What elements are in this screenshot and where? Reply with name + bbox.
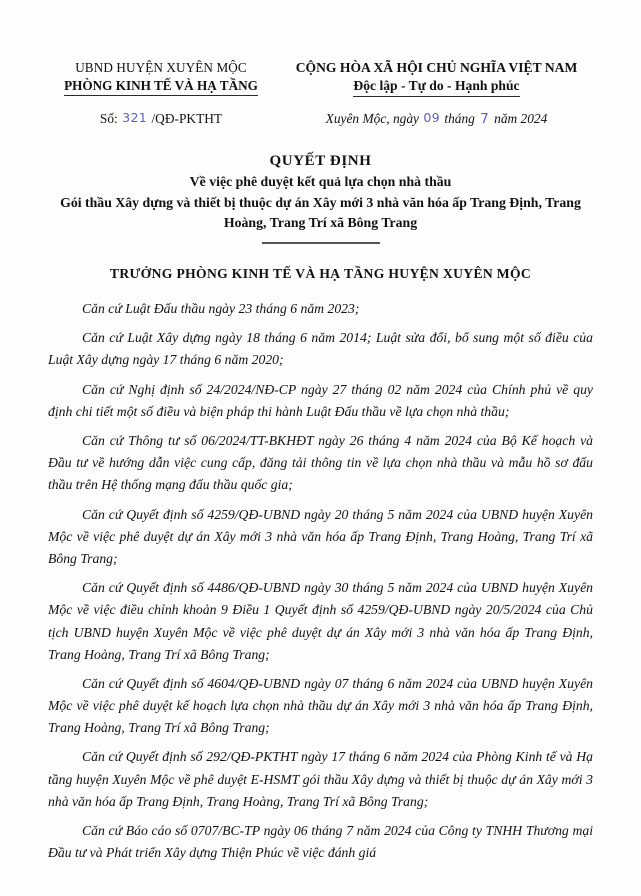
date-month-handwritten-value: 7: [480, 111, 489, 127]
legal-basis-clause: Căn cứ Quyết định số 292/QĐ-PKTHT ngày 17 tháng 6 năm 2024 của Phòng Kinh tế và Hạ tầng huyện Xuyên Mộc về phê duyệt E-HSMT gói thầu Xây dựng và thiết bị thuộc dự án Xây mới 3 nhà văn hóa ấp Trang Định, Trang Hoàng, Trang Trí xã Bông Trang;: [48, 749, 593, 809]
issuing-officer-heading: TRƯỞNG PHÒNG KINH TẾ VÀ HẠ TẦNG HUYỆN XUYÊN MỘC: [109, 266, 532, 282]
document-number-handwritten-value: 321: [122, 110, 148, 126]
date-month-prefix: tháng: [444, 110, 475, 126]
legal-basis-clause: Căn cứ Quyết định số 4604/QĐ-UBND ngày 07 tháng 6 năm 2024 của UBND huyện Xuyên Mộc về việc phê duyệt kế hoạch lựa chọn nhà thầu dự án Xây mới 3 nhà văn hóa ấp Trang Định, Trang Hoàng, Trang Trí xã Bông Trang;: [48, 675, 593, 736]
document-number-prefix: Số:: [99, 110, 118, 126]
national-motto-label: Độc lập - Tự do - Hạnh phúc: [353, 78, 519, 97]
document-subtitle: Về việc phê duyệt kết quả lựa chọn nhà thầu: [189, 174, 452, 190]
agency-name-label: PHÒNG KINH TẾ VÀ HẠ TẦNG: [64, 78, 258, 97]
legal-basis-clause: Căn cứ Quyết định số 4259/QĐ-UBND ngày 20 tháng 5 năm 2024 của UBND huyện Xuyên Mộc về việc phê duyệt dự án Xây mới 3 nhà văn hóa ấp Trang Định, Trang Hoàng, Trang Trí xã Bông Trang;: [48, 506, 593, 566]
date-day-handwritten-value: 09: [423, 110, 440, 126]
date-year-label: năm 2024: [494, 110, 548, 126]
legal-basis-clause: Căn cứ Quyết định số 4486/QĐ-UBND ngày 30 tháng 5 năm 2024 của UBND huyện Xuyên Mộc về việc điều chỉnh khoản 9 Điều 1 Quyết định số 4259/QĐ-UBND ngày 20/5/2024 của Chủ tịch UBND huyện Xuyên Mộc về việc phê duyệt dự án Xây mới 3 nhà văn hóa ấp Trang Định, Trang Hoàng, Trang Trí xã Bông Trang;: [48, 580, 593, 662]
national-title-label: CỘNG HÒA XÃ HỘI CHỦ NGHĨA VIỆT NAM: [295, 60, 578, 75]
legal-basis-clause: Căn cứ Luật Xây dựng ngày 18 tháng 6 năm 2014; Luật sửa đổi, bổ sung một số điều của Luật Xây dựng ngày 17 tháng 6 năm 2020;: [48, 330, 593, 368]
national-heading-block: [277, 60, 596, 97]
document-number-suffix: /QĐ-PKTHT: [151, 110, 223, 126]
document-meta-row: [0, 97, 641, 127]
place-and-date: [277, 111, 596, 127]
legal-basis-clause: Căn cứ Thông tư số 06/2024/TT-BKHĐT ngày 26 tháng 4 năm 2024 của Bộ Kế hoạch và Đầu tư về hướng dẫn việc cung cấp, đăng tải thông tin về lựa chọn nhà thầu và mẫu hồ sơ đấu thầu trên Hệ thống mạng đấu thầu quốc gia;: [48, 433, 593, 493]
legal-basis-clause: Căn cứ Báo cáo số 0707/BC-TP ngày 06 tháng 7 năm 2024 của Công ty TNHH Thương mại Đầu tư và Phát triển Xây dựng Thiện Phúc về việc đánh giá: [48, 823, 593, 861]
title-divider-rule: [262, 242, 380, 244]
legal-basis-clause: Căn cứ Luật Đấu thầu ngày 23 tháng 6 năm 2023;: [82, 301, 360, 317]
title-block: [0, 152, 641, 244]
document-package-title: Gói thầu Xây dựng và thiết bị thuộc dự án Xây mới 3 nhà văn hóa ấp Trang Định, Trang Hoàng, Trang Trí xã Bông Trang: [60, 195, 581, 231]
legal-basis-clause: Căn cứ Nghị định số 24/2024/NĐ-CP ngày 27 tháng 02 năm 2024 của Chính phủ về quy định chi tiết một số điều và biện pháp thi hành Luật Đấu thầu về lựa chọn nhà thầu;: [48, 381, 593, 419]
place-date-prefix: Xuyên Mộc, ngày: [325, 110, 419, 126]
document-header: [0, 0, 641, 97]
issuing-agency-block: [45, 60, 277, 96]
document-type-title: QUYẾT ĐỊNH: [269, 152, 372, 169]
document-number: [45, 111, 277, 127]
document-body: [0, 298, 641, 864]
agency-parent-label: UBND HUYỆN XUYÊN MỘC: [75, 60, 247, 75]
